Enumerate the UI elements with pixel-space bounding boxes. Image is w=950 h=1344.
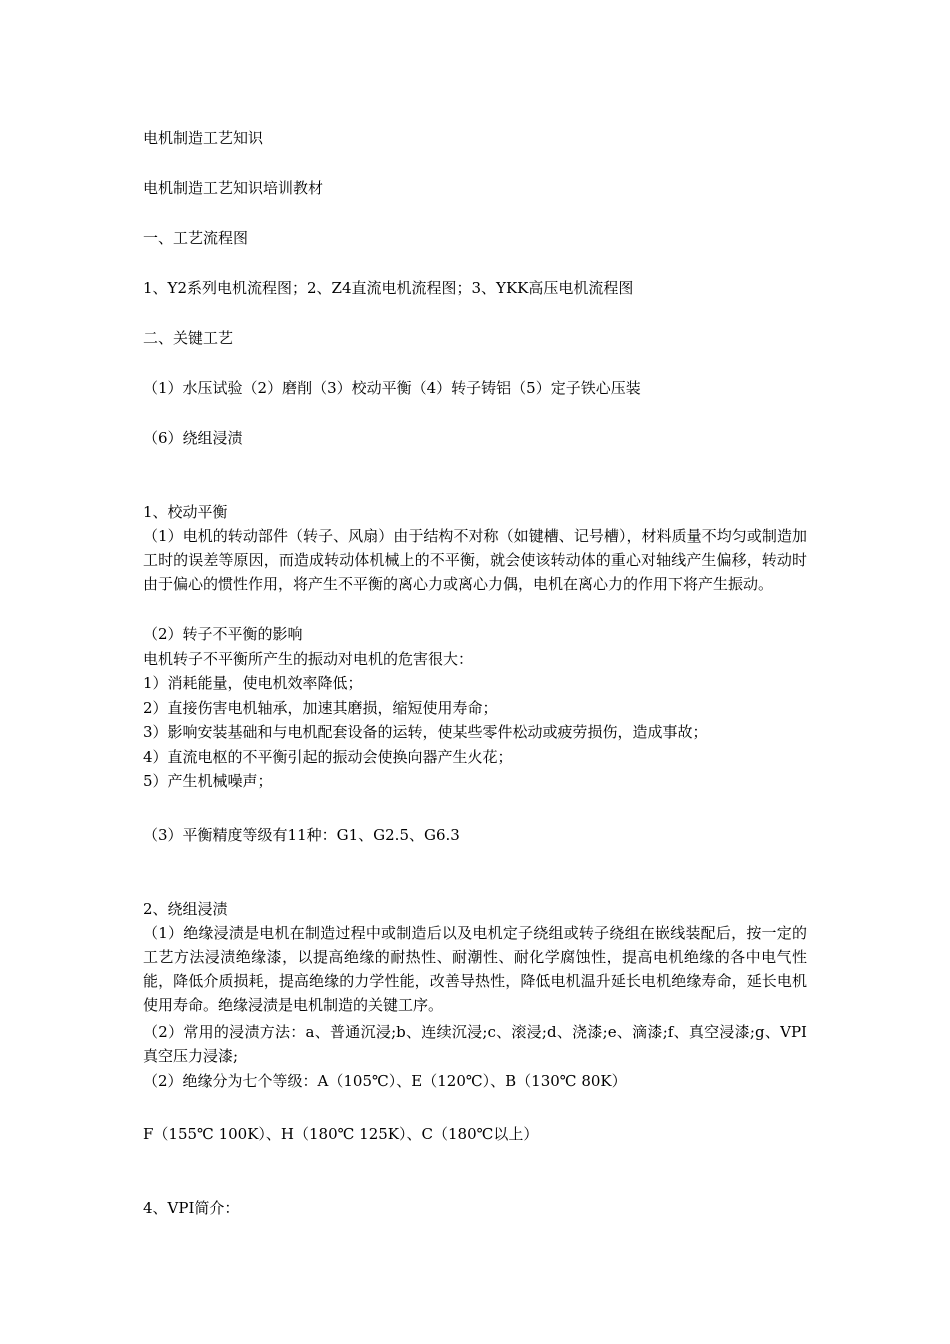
balance-subheading-imbalance-effects: （2）转子不平衡的影响 — [143, 625, 303, 643]
balance-grade-line: （3）平衡精度等级有11种：G1、G2.5、G6.3 — [143, 826, 460, 844]
impregnation-paragraph-1: （1）绝缘浸渍是电机在制造过程中或制造后以及电机定子绕组或转子绕组在嵌线装配后，按一定的工艺方法浸渍绝缘漆，以提高绝缘的耐热性、耐潮性、耐化学腐蚀性，提高电机绝缘的各中电气性能，降低介质损耗，提高绝缘的力学性能，改善导热性，降低电机温升延长电机绝缘寿命，延长电机使用寿命。绝缘浸渍是电机制造的关键工序。 — [143, 924, 807, 1014]
list-item: 1）消耗能量，使电机效率降低； — [143, 674, 363, 692]
list-item: 2）直接伤害电机轴承，加速其磨损，缩短使用寿命； — [143, 699, 498, 717]
insulation-classes-line1: （2）绝缘分为七个等级：A（105℃）、E（120℃）、B（130℃ 80K） — [143, 1072, 627, 1090]
document-subtitle: 电机制造工艺知识培训教材 — [143, 179, 324, 197]
list-item: 5）产生机械噪声； — [143, 772, 273, 790]
list-item: 3）影响安装基础和与电机配套设备的运转，使某些零件松动或疲劳损伤，造成事故； — [143, 723, 708, 741]
section-heading-process-flow: 一、工艺流程图 — [143, 229, 249, 247]
impregnation-methods: （2）常用的浸渍方法：a、普通沉浸;b、连续沉浸;c、滚浸;d、浇漆;e、滴漆;f、真空浸漆;g、VPI真空压力浸漆; — [143, 1023, 807, 1065]
list-item: 4）直流电枢的不平衡引起的振动会使换向器产生火花； — [143, 748, 513, 766]
vpi-heading: 4、VPI简介： — [143, 1199, 240, 1217]
key-process-list-line2: （6）绕组浸渍 — [143, 429, 243, 447]
section-heading-key-processes: 二、关键工艺 — [143, 329, 234, 347]
process-flow-list: 1、Y2系列电机流程图；2、Z4直流电机流程图；3、YKK高压电机流程图 — [143, 279, 634, 297]
document-title: 电机制造工艺知识 — [143, 129, 264, 147]
insulation-classes-line2: F（155℃ 100K）、H（180℃ 125K）、C（180℃以上） — [143, 1125, 539, 1143]
balance-paragraph-1: （1）电机的转动部件（转子、风扇）由于结构不对称（如键槽、记号槽），材料质量不均匀或制造加工时的误差等原因，而造成转动体机械上的不平衡，就会使该转动体的重心对轴线产生偏移，转动时由于偏心的惯性作用，将产生不平衡的离心力或离心力偶，电机在离心力的作用下将产生振动。 — [143, 527, 807, 593]
key-process-list-line1: （1）水压试验（2）磨削（3）校动平衡（4）转子铸铝（5）定子铁心压装 — [143, 379, 641, 397]
balance-imbalance-intro: 电机转子不平衡所产生的振动对电机的危害很大： — [143, 650, 474, 668]
impregnation-heading: 2、绕组浸渍 — [143, 900, 228, 918]
balance-heading: 1、校动平衡 — [143, 503, 228, 521]
